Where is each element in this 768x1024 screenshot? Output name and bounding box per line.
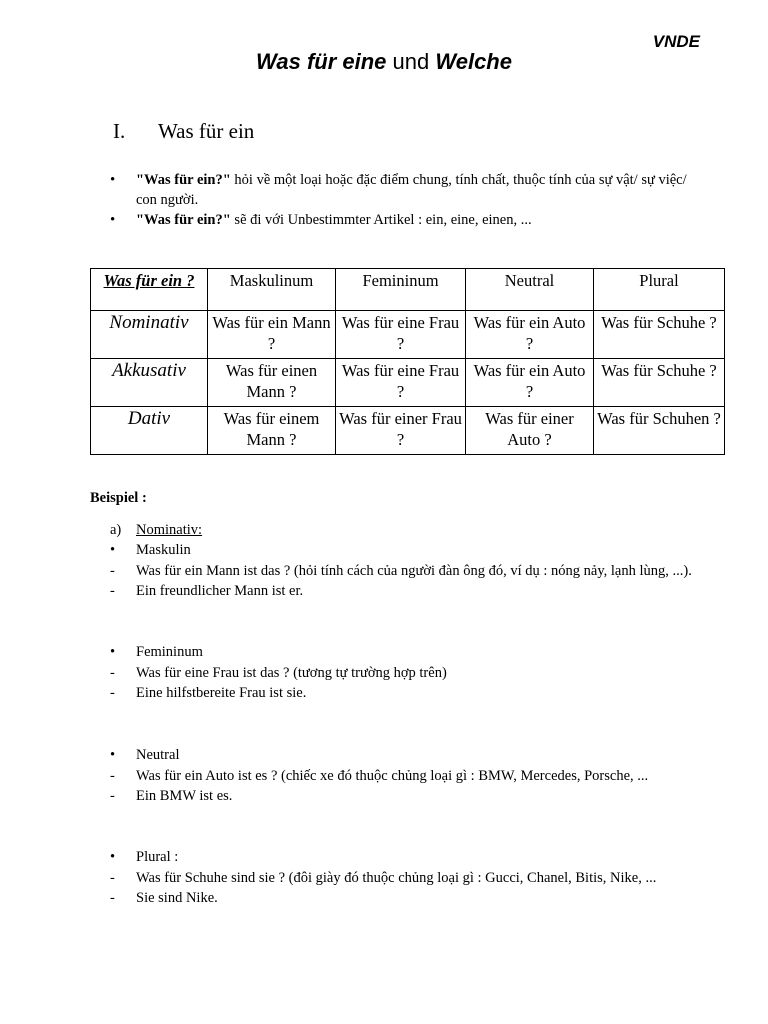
example-group-femininum xyxy=(110,642,700,704)
case-label: Dativ xyxy=(91,407,208,455)
table-cell: Was für Schuhe ? xyxy=(594,311,725,359)
header-neutral: Neutral xyxy=(466,269,594,311)
example-group-maskulin xyxy=(110,540,700,602)
table-cell: Was für einen Mann ? xyxy=(208,359,336,407)
subsection-title: Nominativ: xyxy=(136,522,203,538)
bullet-glyph: • xyxy=(110,644,116,660)
case-label: Akkusativ xyxy=(91,359,208,407)
example-line: Sie sind Nike. xyxy=(136,890,218,906)
table-cell: Was für ein Mann ? xyxy=(208,311,336,359)
table-row xyxy=(91,407,725,455)
intro-bullet xyxy=(110,170,690,210)
bullet-glyph: • xyxy=(110,212,116,228)
table-cell: Was für einer Frau ? xyxy=(336,407,466,455)
dash-glyph: - xyxy=(110,869,115,886)
example-line: Was für ein Auto ist es ? (chiếc xe đó thuộc chủng loại gì : BMW, Mercedes, Porsche, ... xyxy=(136,767,649,784)
dash-glyph: - xyxy=(110,664,115,681)
bullet-glyph: • xyxy=(110,542,116,558)
table-corner-cell: Was für ein ? xyxy=(91,269,208,311)
bullet-bold-term: "Was für ein?" xyxy=(136,172,231,188)
group-title: Plural : xyxy=(136,849,179,865)
example-group-plural xyxy=(110,847,700,909)
group-title: Femininum xyxy=(136,644,203,660)
group-title: Neutral xyxy=(136,747,180,763)
title-connector: und xyxy=(386,49,436,74)
example-line: Ein freundlicher Mann ist er. xyxy=(136,583,304,599)
example-line: Eine hilfstbereite Frau ist sie. xyxy=(136,685,307,701)
header-plural: Plural xyxy=(594,269,725,311)
table-row xyxy=(91,359,725,407)
intro-bullet xyxy=(110,210,690,230)
group-title: Maskulin xyxy=(136,542,191,558)
bullet-text: sẽ đi với Unbestimmter Artikel : ein, eine, einen, ... xyxy=(230,212,532,228)
example-subsection xyxy=(110,520,700,541)
bullet-glyph: • xyxy=(110,172,116,188)
table-cell: Was für eine Frau ? xyxy=(336,311,466,359)
table-cell: Was für eine Frau ? xyxy=(336,359,466,407)
section-heading xyxy=(113,119,254,144)
title-part-1: Was für eine xyxy=(256,49,387,74)
bullet-text: hỏi về một loại hoặc đặc điểm chung, tính chất, thuộc tính của sự vật/ sự việc/ con người. xyxy=(136,172,687,208)
table-cell: Was für einem Mann ? xyxy=(208,407,336,455)
example-line: Was für ein Mann ist das ? (hỏi tính cách của người đàn ông đó, ví dụ : nóng nảy, lạnh lùng, ...). xyxy=(136,562,692,579)
dash-glyph: - xyxy=(110,767,115,784)
table-cell: Was für Schuhe ? xyxy=(594,359,725,407)
example-group-neutral xyxy=(110,745,700,807)
bullet-bold-term: "Was für ein?" xyxy=(136,212,231,228)
example-line: Ein BMW ist es. xyxy=(136,788,233,804)
document-title xyxy=(0,49,768,75)
section-title: Was für ein xyxy=(158,119,255,143)
document-tag: VNDE xyxy=(652,32,700,51)
dash-glyph: - xyxy=(110,890,115,906)
examples-label: Beispiel : xyxy=(90,490,147,506)
table-header-row xyxy=(91,269,725,311)
intro-bullet-list xyxy=(110,170,690,230)
example-line: Was für eine Frau ist das ? (tương tự trường hợp trên) xyxy=(136,664,447,681)
declension-table xyxy=(90,268,725,455)
table-cell: Was für Schuhen ? xyxy=(594,407,725,455)
title-part-2: Welche xyxy=(435,49,512,74)
header-femininum: Femininum xyxy=(336,269,466,311)
dash-glyph: - xyxy=(110,685,115,701)
table-row xyxy=(91,311,725,359)
bullet-glyph: • xyxy=(110,849,116,865)
section-number: I. xyxy=(113,119,126,143)
table-cell: Was für ein Auto ? xyxy=(466,311,594,359)
bullet-glyph: • xyxy=(110,747,116,763)
dash-glyph: - xyxy=(110,583,115,599)
list-marker: a) xyxy=(110,522,122,538)
table-cell: Was für ein Auto ? xyxy=(466,359,594,407)
example-line: Was für Schuhe sind sie ? (đôi giày đó thuộc chủng loại gì : Gucci, Chanel, Bitis, Nike, ... xyxy=(136,869,657,886)
table-cell: Was für einer Auto ? xyxy=(466,407,594,455)
header-maskulinum: Maskulinum xyxy=(208,269,336,311)
dash-glyph: - xyxy=(110,562,115,579)
case-label: Nominativ xyxy=(91,311,208,359)
dash-glyph: - xyxy=(110,788,115,804)
